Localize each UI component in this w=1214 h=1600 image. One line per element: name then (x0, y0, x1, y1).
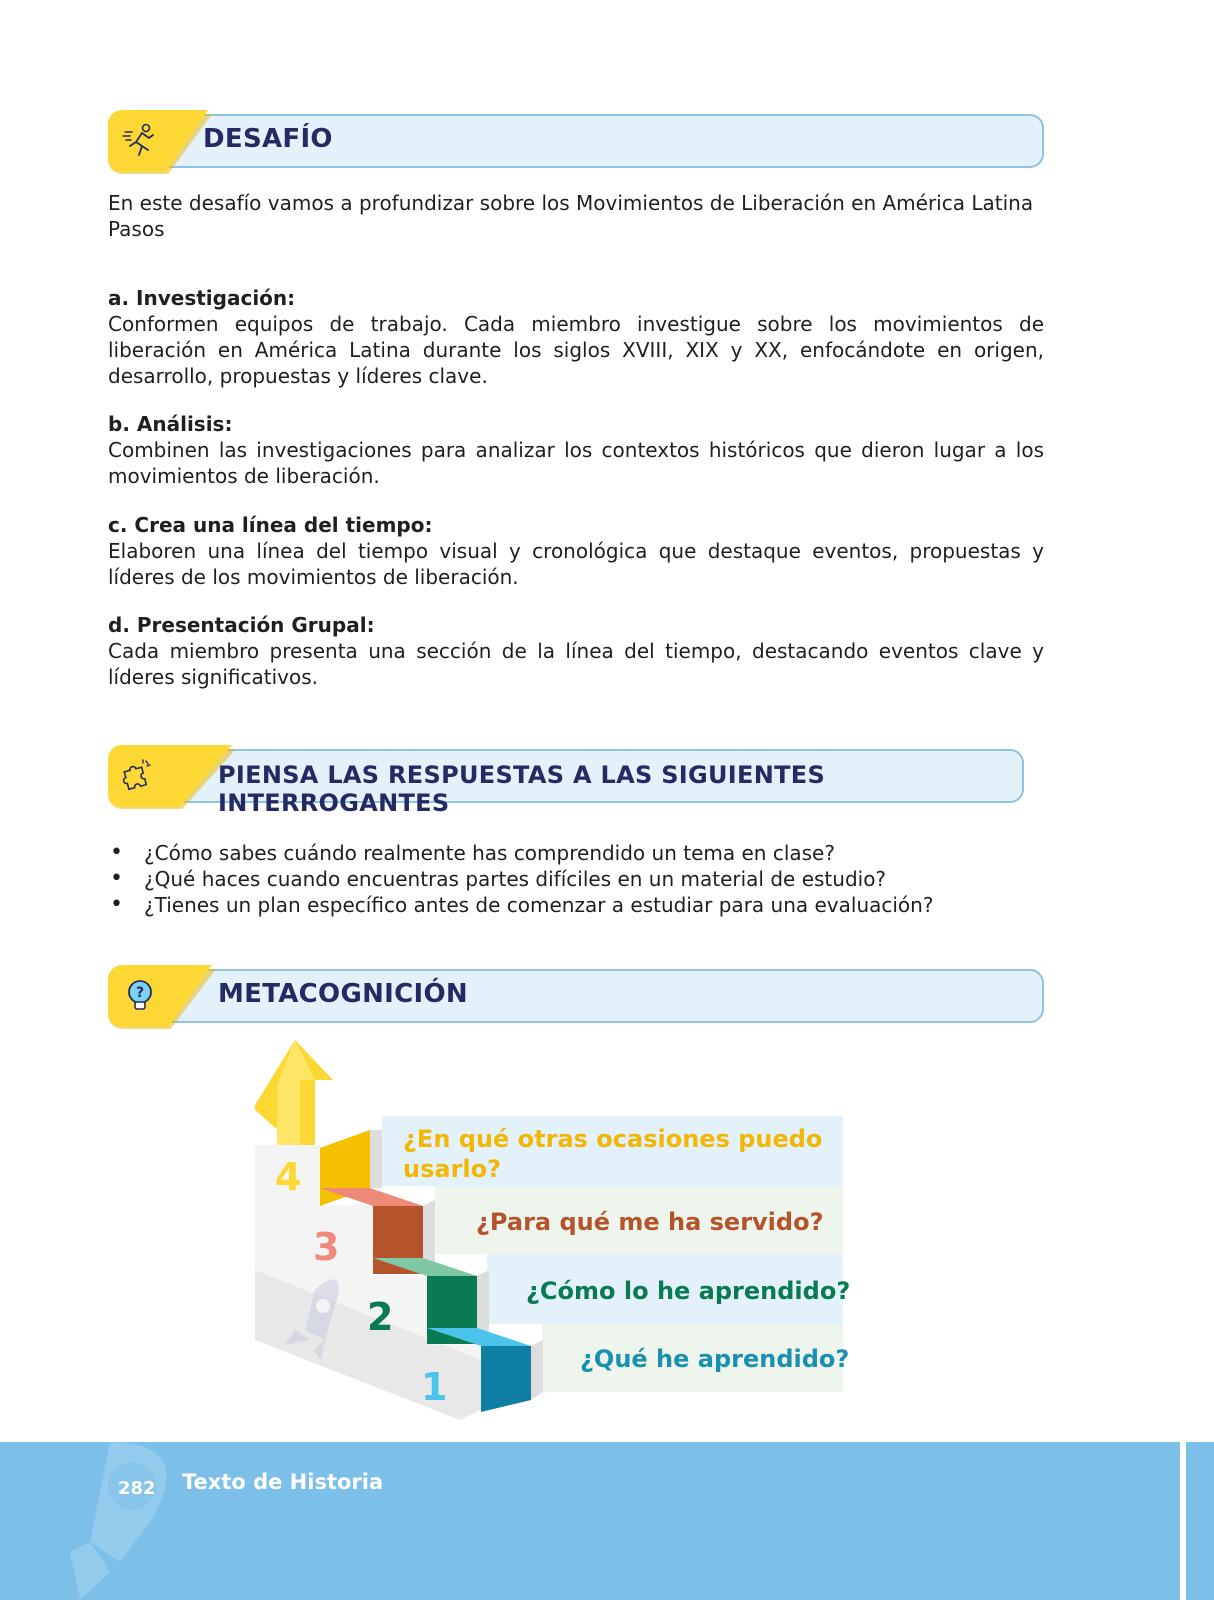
section-title: METACOGNICIÓN (218, 979, 468, 1009)
step-number-4: 4 (275, 1155, 302, 1199)
lightbulb-question-icon (122, 977, 158, 1013)
step-text: Conformen equipos de trabajo. Cada miembro investigue sobre los movimientos de liberación en América Latina durante los siglos XVIII, XIX y XX, enfocándote en origen, desarrollo, propuestas y líderes clave. (108, 312, 1044, 388)
list-item: • ¿Tienes un plan específico antes de comenzar a estudiar para una evaluación? (108, 892, 933, 918)
metacognicion-header (108, 965, 1044, 1027)
desafio-header (108, 110, 1044, 172)
step-number-1: 1 (421, 1365, 448, 1409)
list-item: • ¿Qué haces cuando encuentras partes difíciles en un material de estudio? (108, 866, 933, 892)
question-4 (403, 1124, 822, 1184)
questions-list (108, 840, 933, 918)
step-title: c. Crea una línea del tiempo: (108, 513, 433, 537)
question-1: ¿Qué he aprendido? (580, 1345, 850, 1373)
step-title: a. Investigación: (108, 286, 296, 310)
step-d (108, 612, 1044, 690)
rocket-watermark-icon (40, 1442, 180, 1600)
question-2: ¿Cómo lo he aprendido? (526, 1277, 851, 1305)
step-a (108, 285, 1044, 389)
intro-text: En este desafío vamos a profundizar sobre los Movimientos de Liberación en América Latina (108, 191, 1034, 215)
step-text: Elaboren una línea del tiempo visual y cronológica que destaque eventos, propuestas y líderes de los movimientos de liberación. (108, 539, 1044, 589)
desafio-intro (108, 190, 1044, 242)
step-4-side (370, 1130, 382, 1188)
question-4-line1: ¿En qué otras ocasiones puedo (403, 1125, 823, 1153)
puzzle-icon (118, 757, 154, 793)
list-item: • ¿Cómo sabes cuándo realmente has comprendido un tema en clase? (108, 840, 933, 866)
running-person-icon (122, 122, 158, 158)
step-number-3: 3 (313, 1225, 340, 1269)
section-title: PIENSA LAS RESPUESTAS A LAS SIGUIENTES INTERROGANTES (218, 761, 826, 817)
piensa-header (108, 745, 1024, 817)
footer-divider (1180, 1442, 1186, 1600)
step-1-side (531, 1340, 543, 1400)
book-title: Texto de Historia (182, 1470, 384, 1494)
page-number: 282 (118, 1478, 156, 1499)
step-1-front (481, 1346, 531, 1412)
step-number-2: 2 (367, 1295, 394, 1339)
step-text: Combinen las investigaciones para analizar los contextos históricos que dieron lugar a los movimientos de liberación. (108, 438, 1044, 488)
question-3: ¿Para qué me ha servido? (476, 1208, 824, 1236)
page-footer (0, 1442, 1214, 1600)
step-text: Cada miembro presenta una sección de la línea del tiempo, destacando eventos clave y líderes significativos. (108, 639, 1044, 689)
step-c (108, 512, 1044, 590)
step-title: b. Análisis: (108, 412, 233, 436)
svg-text:?: ? (135, 985, 145, 1001)
step-title: d. Presentación Grupal: (108, 613, 375, 637)
step-b (108, 411, 1044, 489)
intro-pasos: Pasos (108, 217, 165, 241)
question-4-line2: usarlo? (403, 1155, 502, 1183)
section-title: DESAFÍO (203, 124, 333, 154)
